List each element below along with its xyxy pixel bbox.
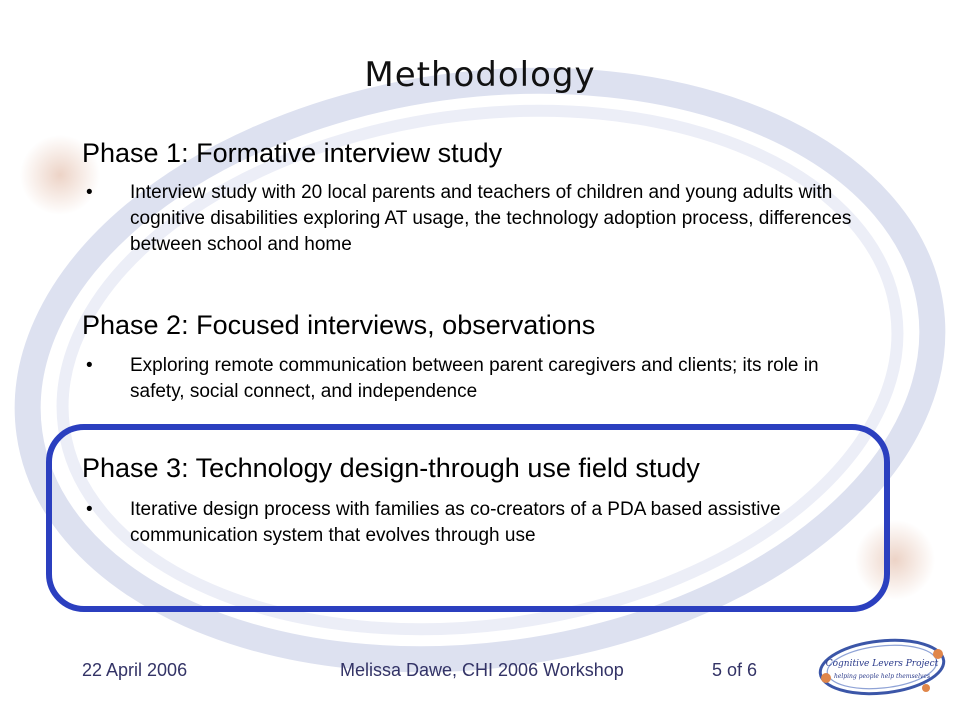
phase-3-bullet-text: Iterative design process with families as co-creators of a PDA based assistive communication system that evolves through use: [130, 499, 781, 546]
phase-1-bullet-text: Interview study with 20 local parents and teachers of children and young adults with cognitive disabilities exploring AT usage, the technology adoption process, differences between school and home: [130, 182, 852, 255]
phase-1-heading: Phase 1: Formative interview study: [82, 138, 503, 168]
phase-2-heading: Phase 2: Focused interviews, observations: [82, 310, 596, 340]
bullet-dot: •: [86, 182, 93, 203]
cognitive-levers-logo: [814, 634, 950, 700]
footer-date: 22 April 2006: [82, 660, 188, 680]
bullet-dot: •: [86, 355, 93, 376]
footer-presenter: Melissa Dawe, CHI 2006 Workshop: [340, 660, 624, 680]
footer-page-number: 5 of 6: [712, 660, 758, 680]
phase-3-heading: Phase 3: Technology design-through use field study: [82, 453, 700, 483]
logo-tagline-text: helping people help themselves: [833, 673, 931, 680]
bullet-dot: •: [86, 499, 93, 520]
logo-title-text: Cognitive Levers Project: [825, 659, 939, 669]
phase-2-bullet-text: Exploring remote communication between parent caregivers and clients; its role in safety, social connect, and independence: [130, 355, 819, 402]
slide-title: Methodology: [364, 55, 596, 95]
